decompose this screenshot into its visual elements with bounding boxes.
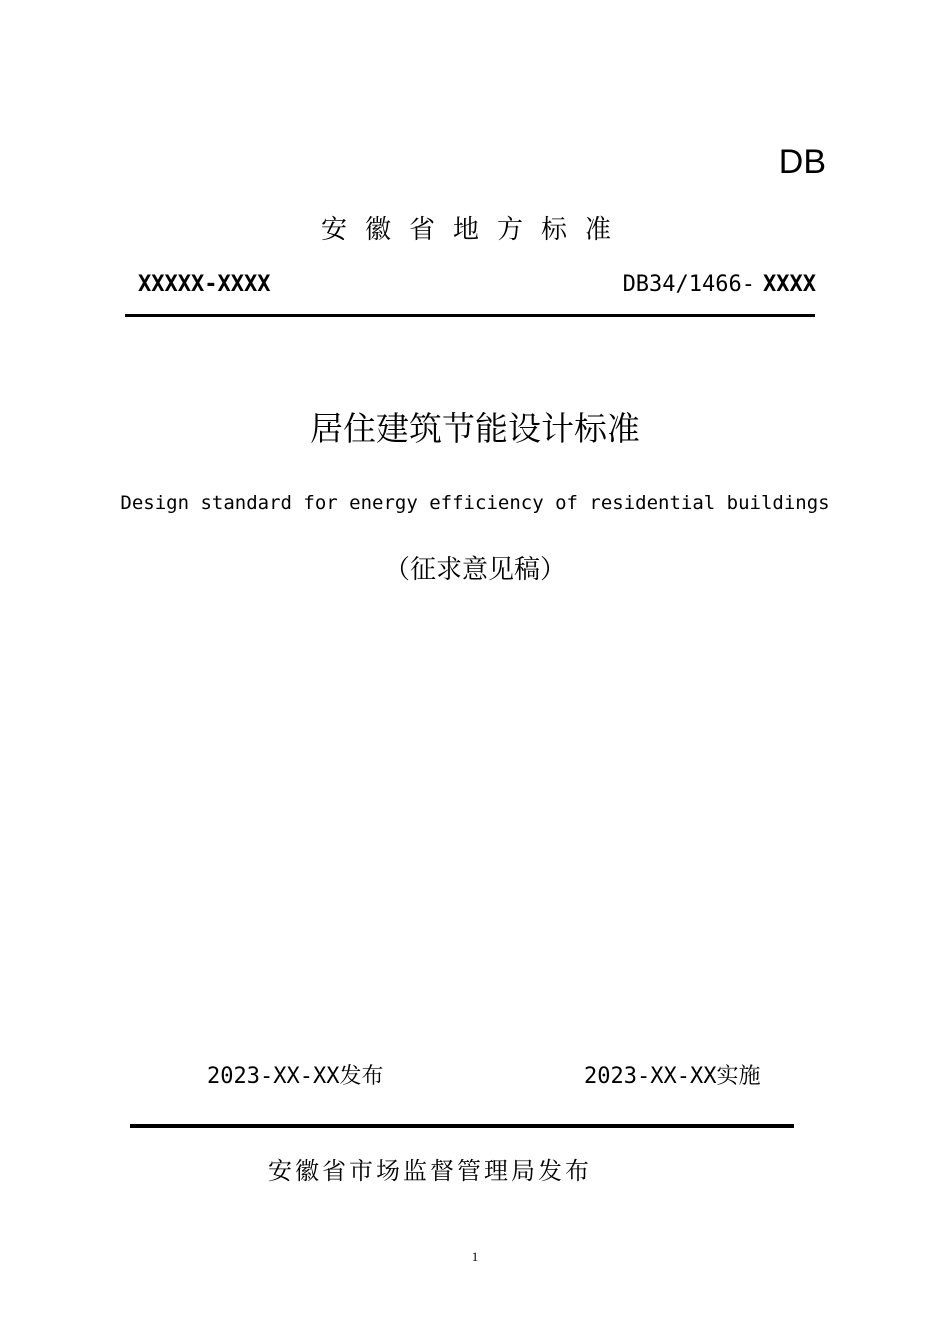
issue-label: 发布 — [339, 1064, 384, 1089]
standard-type-heading: 安徽省地方标准 — [320, 215, 629, 245]
publisher: 安徽省市场监督管理局发布 — [268, 1157, 592, 1185]
implement-label: 实施 — [716, 1064, 761, 1089]
draft-note: （征求意见稿） — [383, 555, 566, 585]
header-divider — [125, 314, 815, 317]
standard-number — [623, 268, 816, 302]
db-mark: DB — [778, 143, 826, 181]
implement-date-line — [584, 1060, 760, 1094]
classification-code: XXXXX-XXXX — [138, 272, 271, 297]
implement-date: 2023-XX-XX — [584, 1064, 717, 1089]
standard-number-prefix: DB34/1466- — [622, 272, 756, 297]
standard-number-year: XXXX — [763, 272, 816, 297]
footer-divider — [130, 1124, 794, 1128]
document-title-english: Design standard for energy efficiency of residential buildings — [120, 492, 830, 514]
issue-date-line — [207, 1060, 383, 1094]
document-title-chinese: 居住建筑节能设计标准 — [310, 409, 640, 448]
page-number: 1 — [471, 1249, 479, 1264]
issue-date: 2023-XX-XX — [207, 1064, 340, 1089]
